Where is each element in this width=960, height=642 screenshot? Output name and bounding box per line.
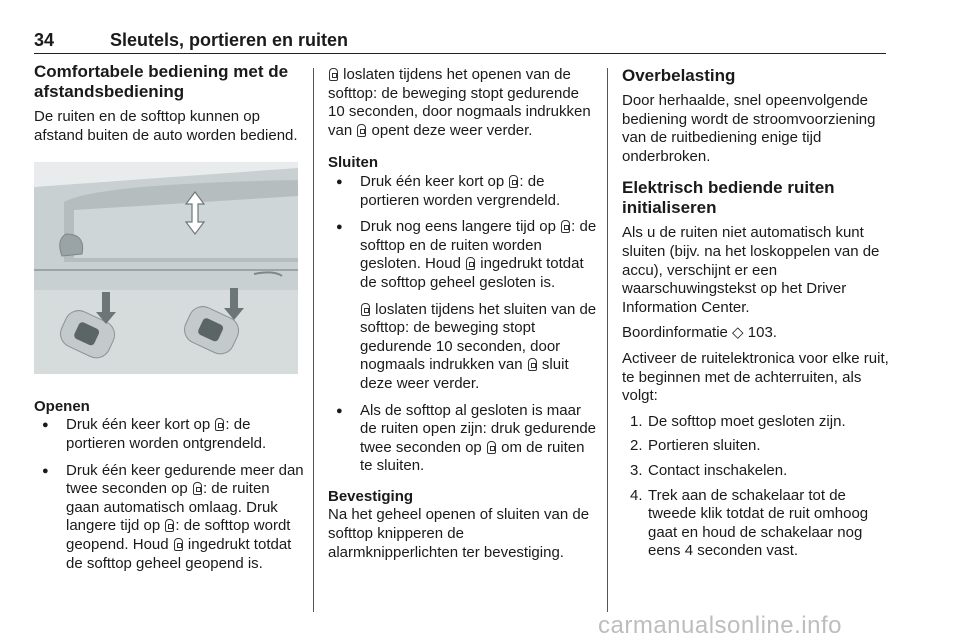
initialiseren-paragraph: Als u de ruiten niet automatisch kunt sluiten (bijv. na het loskoppelen van de accu), verschijnt er een waarschuwingstekst op het Driver Information Center. [622,224,880,316]
lock-key-icon [487,441,496,454]
unlock-key-icon [165,519,174,532]
unlock-key-icon [215,418,224,431]
sluiten-release-paragraph: loslaten tijdens het sluiten van de softtop: de beweging stopt gedurende 10 seconden, door nogmaals indrukken van sluit deze weer verder. [360,300,597,392]
openen-label: Openen [34,397,90,415]
unlock-key-icon [357,124,366,137]
bevestiging-label: Bevestiging [328,487,414,505]
unlock-key-icon [193,482,202,495]
list-item: ● Druk nog eens langere tijd op : de softtop en de ruiten worden gesloten. Houd ingedrukt totdat de softtop geheel gesloten is. loslaten tijdens het sluiten van de softtop: de beweging stopt gedurende 10 seconden, door nogmaals indrukken van sluit deze weer verder. [328,218,598,393]
unlock-key-icon [174,538,183,551]
activeer-paragraph: Activeer de ruitelektronica voor elke ruit, te beginnen met de achterruiten, als volgt: [622,349,889,405]
window-remote-illustration [34,162,298,374]
step-item: 3. Contact inschakelen. [630,461,788,479]
lock-key-icon [528,358,537,371]
bevestiging-paragraph: Na het geheel openen of sluiten van de softtop knipperen de alarmknipperlichten ter bevestiging. [328,506,590,561]
header-divider [34,53,886,54]
step-item: 1. De softtop moet gesloten zijn. [630,412,846,430]
column-2 [328,66,598,569]
sluiten-label: Sluiten [328,154,379,172]
column-3 [622,66,890,567]
step-item: 4. Trek aan de schakelaar tot de tweede klik totdat de ruit omhoog gaat en houd de schakelaar nog eens 4 seconden vast. [630,486,869,560]
intro-paragraph: De ruiten en de softtop kunnen op afstand buiten de auto worden bediend. [34,108,298,144]
sluiten-list [328,173,598,476]
overbelasting-heading: Overbelasting [622,66,736,85]
lock-key-icon [361,303,370,316]
steps-list [622,413,890,561]
lock-key-icon [466,257,475,270]
page-title: Sleutels, portieren en ruiten [110,30,349,50]
initialiseren-heading: Elektrisch bediende ruiten initialiseren [622,178,835,218]
list-item: ● Als de softtop al gesloten is maar de ruiten open zijn: druk gedurende twee seconden op om de ruiten te sluiten. [328,402,598,476]
overbelasting-paragraph: Door herhaalde, snel opeenvolgende bediening wordt de stroomvoorziening van de ruitbediening enige tijd onderbroken. [622,92,876,165]
cross-reference: Boordinformatie ◇ 103. [622,324,777,342]
list-item: ● Druk één keer kort op : de portieren worden ontgrendeld. [34,416,304,453]
lock-key-icon [509,175,518,188]
list-item: ● Druk één keer kort op : de portieren worden vergrendeld. [328,173,598,210]
column-divider-1 [313,68,314,612]
openen-list [34,416,304,573]
column-1 [34,62,304,581]
list-item: ● Druk één keer gedurende meer dan twee seconden op : de ruiten gaan automatisch omlaag. Druk langere tijd op : de softtop wordt geopend. Houd ingedrukt totdat de softtop geheel geopend is. [34,462,304,574]
lock-key-icon [561,220,570,233]
watermark: carmanualsonline.info [598,612,842,639]
section-heading-comfort: Comfortabele bediening met de afstandsbediening [34,62,289,101]
step-item: 2. Portieren sluiten. [630,437,761,455]
unlock-key-icon [329,68,338,81]
page-number: 34 [34,30,55,50]
column-divider-2 [607,68,608,612]
openen-release-paragraph: loslaten tijdens het openen van de softtop: de beweging stopt gedurende 10 seconden, door nogmaals indrukken van opent deze weer verder. [328,66,591,139]
